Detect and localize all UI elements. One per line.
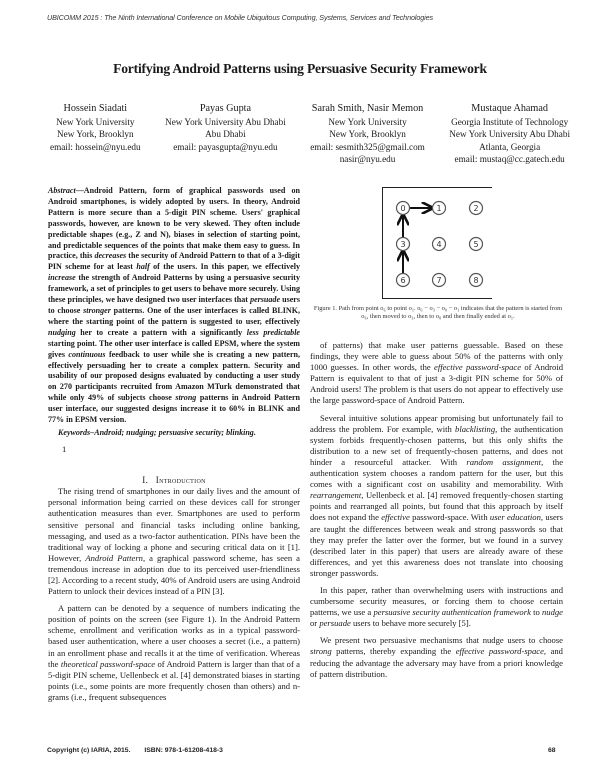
keywords: Keywords–Android; nudging; persuasive security; blinking. [58, 427, 256, 437]
svg-text:0: 0 [400, 203, 406, 213]
author-affiliation-line: Abu Dhabi [205, 129, 246, 140]
author-name: Mustaque Ahamad [471, 103, 548, 114]
svg-text:5: 5 [473, 239, 479, 249]
svg-text:8: 8 [473, 275, 479, 285]
paper-title: Fortifying Android Patterns using Persuasive Security Framework [113, 61, 487, 76]
author-affiliation-line: New York, Brooklyn [57, 129, 134, 140]
section-heading [48, 475, 300, 486]
author-2 [165, 103, 286, 165]
author-affiliation-line: New York University [328, 117, 407, 128]
grid-point-1 [433, 202, 446, 215]
grid-point-5 [470, 238, 483, 251]
author-affiliation-line: Atlanta, Georgia [479, 141, 541, 152]
author-affiliation-line: email: sesmith325@gmail.com [310, 141, 425, 152]
svg-text:1: 1 [436, 203, 442, 213]
author-affiliation-line: New York, Brooklyn [329, 129, 406, 140]
body-paragraph: We present two persuasive mechanisms that nudge users to choose strong patterns, thereby expanding the effective password-space, and reducing the advantage the adversary may have from a priori knowledge of pattern distribution. [310, 635, 563, 679]
body-paragraph: of patterns) that make user patterns guessable. Based on these findings, they were able to guess about 50% of the patterns with only 1000 guesses. In other words, the effective password-space of Android Pattern is equivalent to that of just a 3-digit PIN scheme for 50% of Android users! The problem is that users do not appear to effectively use the large password-space of Android Pattern. [310, 340, 564, 406]
grid-point-7 [433, 274, 446, 287]
abstract: Abstract—Android Pattern, form of graphical passwords used on Android smartphones, is widely adopted by users. In theory, Android Pattern is more secure than a 5-digit PIN scheme. Users' graphical passwords, however, are known to be very skewed. They often include predictable shapes (e.g., Z and N), biases in selection of starting point, and predictable sequences of the points that make them easy to guess. In practice, this decreases the security of Android Pattern to that of a 3-digit PIN scheme for at least half of the users. In this paper, we effectively increase the strength of Android Patterns by using a persuasive security framework, a set of principles to get users to behave more securely. Using these principles, we have designed two user interfaces that persuade users to choose stronger patterns. One of the user interfaces is called BLINK, where the starting point of the pattern is suggested to user, effectively nudging her to create a pattern with a significantly less predictable starting point. The other user interface is called EPSM, where the system gives continuous feedback to user while she is creating a new pattern, effectively persuading her to create a complex pattern. Security and usability of our proposed designs evaluated by conducting a user study on 270 participants recruited from Amazon MTurk demonstrated that while only 49% of subjects choose strong patterns in Android Pattern user interface, our suggested designs increase it to 60% in BLINK and 77% in EPSM version. [48, 186, 301, 425]
grid-point-3 [397, 238, 410, 251]
author-3 [310, 103, 425, 165]
grid-point-8 [470, 274, 483, 287]
svg-text:4: 4 [436, 239, 442, 249]
author-affiliation-line: New York University Abu Dhabi [449, 129, 570, 140]
author-affiliation-line: email: mustaq@cc.gatech.edu [454, 153, 565, 164]
svg-text:2: 2 [473, 203, 479, 213]
author-affiliation-line: New York University [56, 117, 135, 128]
section-number: I. [142, 475, 149, 486]
author-name: Hossein Siadati [63, 103, 128, 114]
author-name: Sarah Smith, Nasir Memon [311, 103, 424, 114]
figure-pattern-grid [382, 187, 492, 299]
grid-point-0 [397, 202, 410, 215]
left-body [48, 486, 300, 703]
footer [47, 747, 223, 754]
svg-text:3: 3 [400, 239, 406, 249]
page-number: 68 [548, 747, 556, 754]
section-title: Introduction [155, 475, 206, 486]
author-1 [50, 103, 141, 165]
body-paragraph: A pattern can be denoted by a sequence of numbers indicating the position of points on the screen (see Figure 1). In the Android Pattern scheme, enrollment and verification works as in a typical password-based user authentication, where a user chooses a secret (i.e., a pattern) in an enrollment phase and recalls it at the time of verification. Whereas the theoretical password-space of Android Pattern is larger than that of a 5-digit PIN scheme, Uellenbeck et al. [4] demonstrated biases in starting points (i.e., some points are more frequently chosen than others) and n-grams (i.e., frequent subsequences [48, 603, 300, 702]
author-affiliation-line: New York University Abu Dhabi [165, 117, 286, 128]
svg-text:6: 6 [400, 275, 406, 285]
author-name: Payas Gupta [199, 103, 252, 114]
author-affiliation-line: nasir@nyu.edu [339, 153, 396, 164]
copyright: Copyright (c) IARIA, 2015. [47, 747, 131, 754]
running-head: UBICOMM 2015 : The Ninth International Conference on Mobile Ubiquitous Computing, Systems, Services and Technologies [47, 13, 434, 22]
grid-point-2 [470, 202, 483, 215]
pattern-grid-diagram [383, 188, 493, 300]
author-affiliation-line: Georgia Institute of Technology [451, 117, 569, 128]
body-paragraph: In this paper, rather than overwhelming users with instructions and cumbersome security measures, or forcing them to choose certain patterns, we use a persuasive security authentication framework to nudge or persuade users to behave more securely [5]. [310, 584, 563, 629]
author-affiliation-line: email: hossein@nyu.edu [50, 141, 141, 152]
author-block [50, 103, 570, 165]
left-column [48, 186, 300, 703]
grid-point-4 [433, 238, 446, 251]
abstract-label: Abstract [48, 186, 76, 195]
grid-point-6 [397, 274, 410, 287]
isbn: ISBN: 978-1-61208-418-3 [144, 747, 223, 754]
body-paragraph: The rising trend of smartphones in our daily lives and the amount of personal information being carried on these devices call for stronger authentication measures than ever. Smartphones are used to perform sensitive personal and financial tasks including online banking, messaging, and used as a two-factor authentication. PINs have been the traditional way of locking a phone and securing critical data on it [1]. However, Android Pattern, a graphical password scheme, has seen a tremendous increase in adoption due to its perceived user-friendliness [2]. According to a recent study, 40% of Android users are using Android Pattern to unlock their devices instead of a PIN [3]. [48, 486, 300, 597]
author-4 [449, 103, 570, 165]
right-body [310, 340, 563, 680]
svg-text:7: 7 [436, 275, 442, 285]
author-affiliation-line: email: payasgupta@nyu.edu [173, 141, 278, 152]
body-paragraph: Several intuitive solutions appear promising but unfortunately fail to address the problem. For example, with blacklisting, the authentication system forbids frequently-chosen patterns, but this only shifts the distribution to a new set of frequently-chosen patterns, and does not hinder a resourceful attacker. With random assignment, the authentication system chooses a random pattern for the user, but this comes with a significant cost on usability and memorability. With rearrangement, Uellenbeck et al. [4] removed frequently-chosen starting points and rearranged all points, but found that this approach by itself does not expand the effective password-space. With user education, users are taught the differences between weak and strong passwords so that they may prefer the latter over the former, but we found in a survey (described later in this paper) that users are already aware of these differences, and yet this awareness does not translate into choosing stronger passwords. [310, 412, 564, 578]
figure-caption: Figure 1. Path from point o₆ to point o₁. o₆ − o₃ − o₀ − o₁ indicates that the pattern is started from o₆, then moved to o₃, then to o₀ and then finally ended at o₁. [313, 305, 563, 321]
stray-mark: 1 [62, 444, 67, 455]
